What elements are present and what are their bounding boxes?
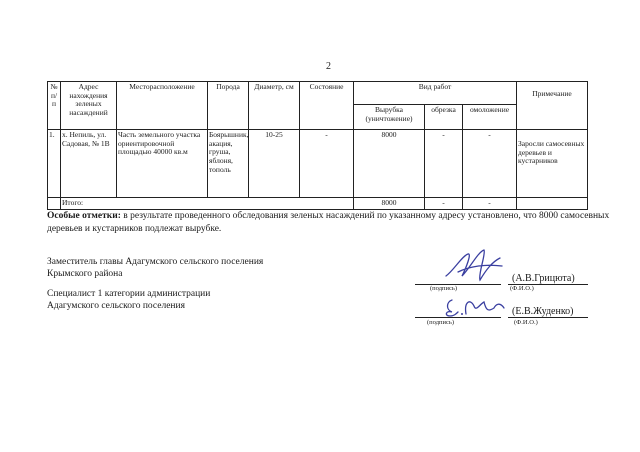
cell-num: 1. xyxy=(48,130,61,198)
cell-diameter: 10-25 xyxy=(249,130,300,198)
col-header-trimming: обрезка xyxy=(425,105,463,130)
notes-text: в результате проведенного обследования зеленых насаждений по указанному адресу установлено, что 8000 самосевных деревьев и кустарников подлежат вырубке. xyxy=(47,211,610,234)
col-header-address: Адрес нахождения зеленых насаждений xyxy=(61,82,117,130)
cell-note: Заросли самосевных деревьев и кустарников xyxy=(517,130,588,198)
cell-species: Боярышник, акация, груша, яблоня, тополь xyxy=(208,130,249,198)
col-header-condition: Состояние xyxy=(300,82,354,130)
total-trimming: - xyxy=(425,198,463,210)
cell-felling: 8000 xyxy=(354,130,425,198)
total-label: Итого: xyxy=(61,198,354,210)
signature-1-line xyxy=(415,284,501,285)
cell-trimming: - xyxy=(425,130,463,198)
header-row-1 xyxy=(48,82,588,105)
signer-1-position: Заместитель главы Адагумского сельского поселения Крымского района xyxy=(47,257,264,280)
cell-rejuvenation: - xyxy=(463,130,517,198)
signer-2-position: Специалист 1 категории администрации Адагумского сельского поселения xyxy=(47,289,211,312)
signer-2-sign-label: (подпись) xyxy=(427,319,454,326)
col-header-felling: Вырубка (уничтожение) xyxy=(354,105,425,130)
signature-2-handwritten xyxy=(440,292,510,320)
signature-2-line xyxy=(415,317,501,318)
signer-1-name: (А.В.Грицюта) xyxy=(512,273,575,284)
col-header-rejuvenation: омоложение xyxy=(463,105,517,130)
signer-2-name-line xyxy=(508,317,588,318)
total-row xyxy=(48,198,588,210)
col-header-num: № п/п xyxy=(48,82,61,130)
col-header-location: Месторасположение xyxy=(117,82,208,130)
page-number: 2 xyxy=(326,61,331,72)
cell-condition: - xyxy=(300,130,354,198)
col-header-species: Порода xyxy=(208,82,249,130)
table-row xyxy=(48,130,588,198)
total-felling: 8000 xyxy=(354,198,425,210)
signer-2-name: (Е.В.Жуденко) xyxy=(512,306,574,317)
green-plantings-table xyxy=(47,81,588,210)
col-header-note: Примечание xyxy=(517,82,588,130)
signer-1-sign-label: (подпись) xyxy=(430,285,457,292)
col-header-work-types: Вид работ xyxy=(354,82,517,105)
signer-1-fio-label: (Ф.И.О.) xyxy=(510,285,534,292)
cell-location: Часть земельного участка ориентировочной площадью 40000 кв.м xyxy=(117,130,208,198)
special-notes xyxy=(47,210,617,236)
cell-address: х. Непиль, ул. Садовая, № 1В xyxy=(61,130,117,198)
total-rejuvenation: - xyxy=(463,198,517,210)
notes-label: Особые отметки: xyxy=(47,211,121,221)
col-header-diameter: Диаметр, см xyxy=(249,82,300,130)
signer-2-fio-label: (Ф.И.О.) xyxy=(514,319,538,326)
